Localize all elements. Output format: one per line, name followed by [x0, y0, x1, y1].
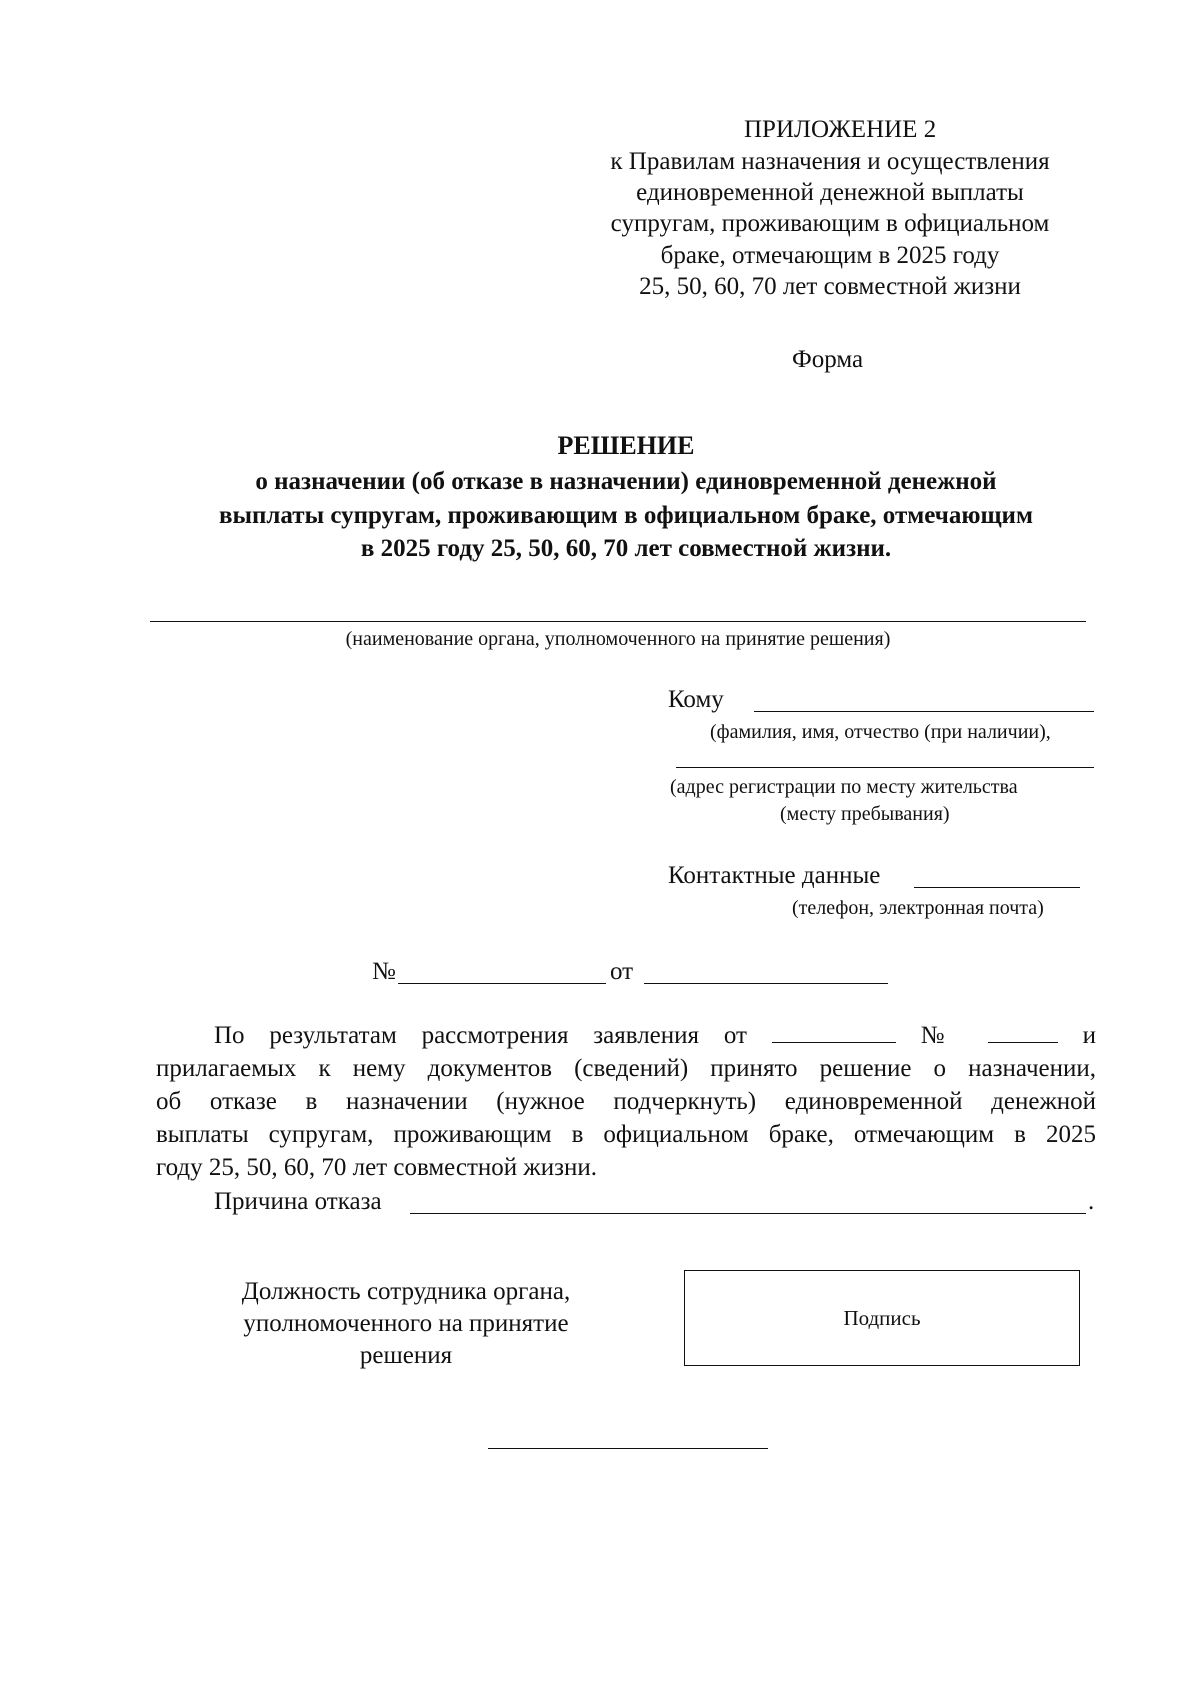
- title-line-2: выплаты супругам, проживающим в официальном браке, отмечающим: [218, 502, 1033, 529]
- appendix-line-1: к Правилам назначения и осуществления: [610, 148, 1050, 175]
- position-line-1: Должность сотрудника органа,: [241, 1278, 571, 1305]
- address-caption-line-2: (месту пребывания): [780, 803, 950, 825]
- body-line-5: году 25, 50, 60, 70 лет совместной жизни.: [156, 1154, 597, 1181]
- signature-label: Подпись: [843, 1305, 921, 1330]
- recipient-name-caption: (фамилия, имя, отчество (при наличии),: [710, 721, 1051, 743]
- signature-box[interactable]: [684, 1270, 1080, 1366]
- date-from-label: от: [610, 958, 634, 985]
- body-line-2: прилагаемых к нему документов (сведений) принято решение о назначении,: [156, 1055, 1096, 1082]
- body-line-3: об отказе в назначении (нужное подчеркнуть) единовременной денежной: [156, 1088, 1096, 1115]
- closing-separator: [488, 1448, 768, 1449]
- refusal-reason-field[interactable]: [410, 1213, 1086, 1214]
- title-line-3: в 2025 году 25, 50, 60, 70 лет совместной жизни.: [360, 535, 892, 562]
- appendix-title: ПРИЛОЖЕНИЕ 2: [744, 116, 937, 143]
- body-line-1-end: и: [1082, 1022, 1096, 1049]
- refusal-end-period: .: [1088, 1188, 1095, 1215]
- contacts-caption: (телефон, электронная почта): [792, 897, 1044, 919]
- form-label: Форма: [792, 346, 864, 373]
- position-line-2: уполномоченного на принятие: [243, 1310, 569, 1337]
- body-line-4: выплаты супругам, проживающим в официальном браке, отмечающим в 2025: [156, 1121, 1096, 1148]
- document-title: РЕШЕНИЕ: [557, 431, 695, 460]
- title-line-1: о назначении (об отказе в назначении) единовременной денежной: [255, 468, 997, 495]
- application-number-field[interactable]: [988, 1020, 1058, 1043]
- refusal-label: Причина отказа: [214, 1188, 382, 1215]
- authority-caption: (наименование органа, уполномоченного на принятие решения): [345, 628, 891, 650]
- application-number-sign: №: [920, 1022, 963, 1049]
- decision-date-field[interactable]: [644, 983, 888, 984]
- body-line-1: [214, 1020, 1096, 1052]
- appendix-line-5: 25, 50, 60, 70 лет совместной жизни: [639, 273, 1021, 300]
- recipient-address-field[interactable]: [676, 767, 1094, 768]
- authority-name-field[interactable]: [150, 621, 1086, 622]
- appendix-line-4: браке, отмечающим в 2025 году: [660, 242, 1000, 269]
- application-date-field[interactable]: [772, 1020, 896, 1043]
- appendix-line-3: супругам, проживающим в официальном: [610, 210, 1050, 237]
- recipient-to-label: Кому: [668, 686, 724, 713]
- appendix-line-2: единовременной денежной выплаты: [636, 179, 1024, 206]
- body-line-1-start: По результатам рассмотрения заявления от: [214, 1022, 747, 1049]
- number-sign: №: [372, 958, 396, 985]
- address-caption-line-1: (адрес регистрации по месту жительства: [670, 776, 1018, 798]
- recipient-name-field[interactable]: [754, 711, 1094, 712]
- contacts-label: Контактные данные: [668, 862, 881, 889]
- decision-number-field[interactable]: [398, 983, 606, 984]
- position-line-3: решения: [359, 1342, 453, 1369]
- contacts-field[interactable]: [914, 887, 1080, 888]
